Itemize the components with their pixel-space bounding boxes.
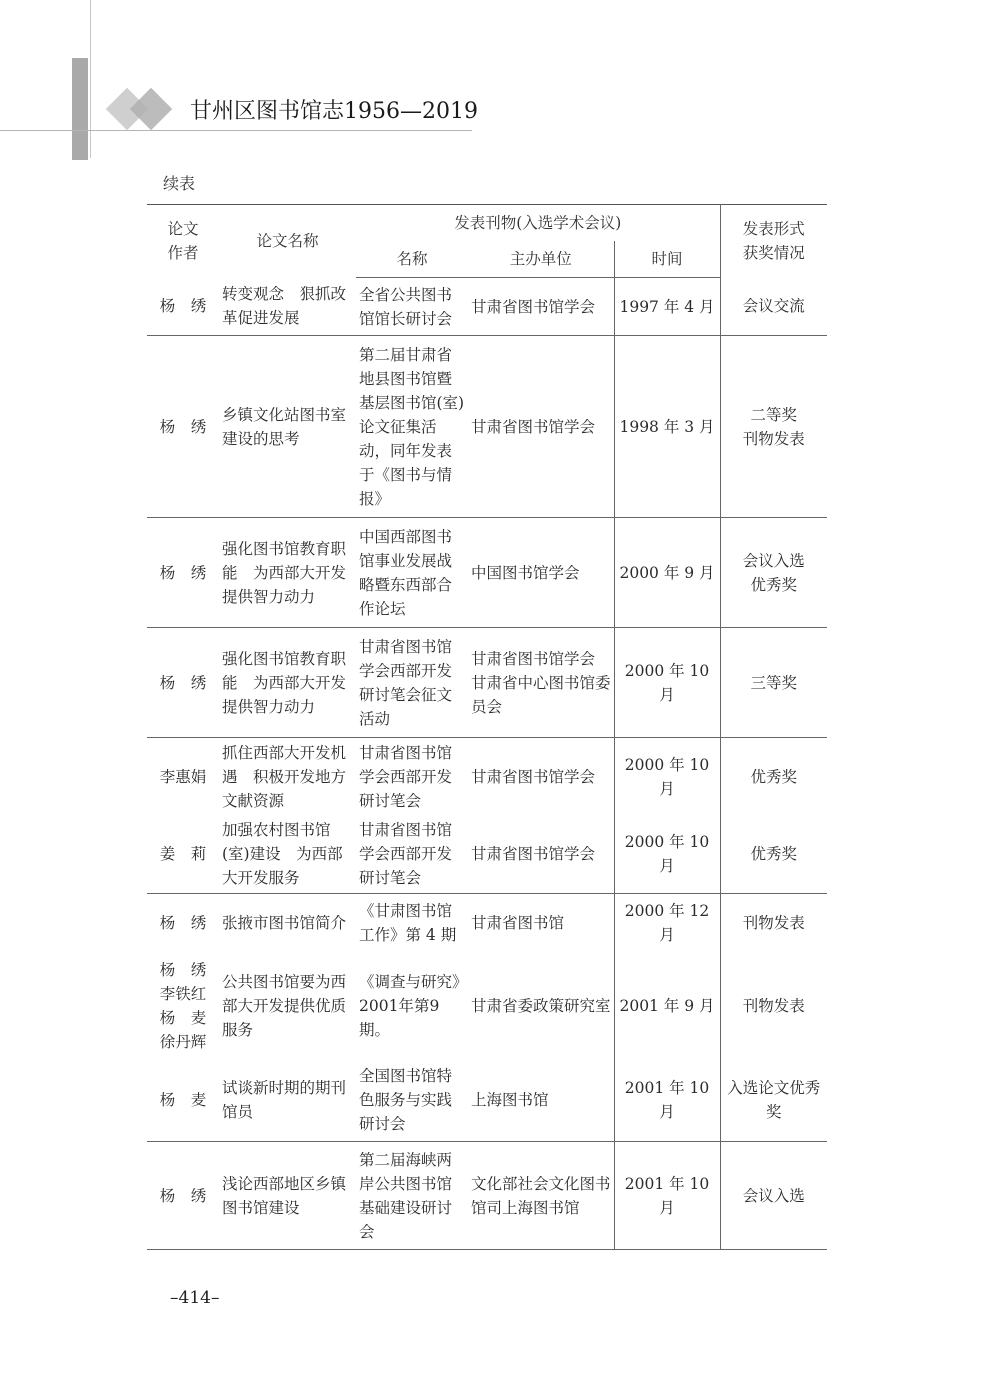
cell-publication: 《甘肃图书馆工作》第 4 期 [359, 901, 457, 944]
table-row [147, 278, 827, 336]
cell-form: 入选论文优秀奖 [720, 1060, 827, 1142]
cell-time: 2000 年 10 月 [614, 628, 720, 738]
cell-author: 杨 麦 [147, 1060, 219, 1142]
cell-title: 乡镇文化站图书室建设的思考 [219, 336, 356, 518]
cell-title: 抓住西部大开发机遇 积极开发地方文献资源 [222, 743, 347, 810]
cell-author: 杨 绣 [147, 1142, 219, 1250]
cell-author: 杨 绣 [159, 913, 207, 932]
cell-organizer: 甘肃省图书馆学会 甘肃省中心图书馆委员会 [468, 628, 614, 738]
cell-form: 会议入选 [720, 1142, 827, 1250]
cell-author: 杨 绣 [147, 628, 219, 738]
cell-organizer: 甘肃省图书馆学会 [468, 816, 614, 894]
header-organizer: 主办单位 [468, 241, 614, 278]
cell-time: 1997 年 4 月 [614, 278, 720, 336]
cell-form: 会议交流 [720, 278, 827, 336]
table-row [147, 1142, 827, 1250]
page-number: –414– [170, 1288, 220, 1308]
table-row [147, 816, 827, 894]
cell-publication: 甘肃省图书馆学会西部开发研讨笔会 [359, 743, 453, 810]
cell-organizer: 甘肃省图书馆学会 [468, 278, 614, 336]
cell-form: 二等奖 刊物发表 [720, 336, 827, 518]
header-pub-name: 名称 [356, 241, 468, 278]
cell-author: 杨 绣 [147, 518, 219, 628]
cell-title: 浅论西部地区乡镇图书馆建设 [219, 1142, 356, 1250]
cell-form: 优秀奖 [720, 816, 827, 894]
cell-organizer: 上海图书馆 [468, 1060, 614, 1142]
header-publication-group: 发表刊物(入选学术会议) [356, 205, 720, 242]
cell-time: 2000 年 10 月 [614, 816, 720, 894]
cell-organizer: 甘肃省图书馆学会 [468, 336, 614, 518]
cell-form: 刊物发表 [742, 996, 805, 1015]
table-row [147, 628, 827, 738]
cell-organizer: 甘肃省图书馆 [468, 894, 614, 952]
continued-label: 续表 [163, 174, 196, 193]
cell-title: 转变观念 狠抓改革促进发展 [219, 278, 356, 336]
cell-time: 2000 年 12 月 [614, 894, 720, 952]
cell-author: 杨 绣 李铁红 杨 麦 徐丹辉 [159, 960, 207, 1051]
header-author: 论文 作者 [147, 205, 219, 278]
cell-author: 杨 绣 [147, 336, 219, 518]
diamond-ornament-icon [130, 88, 172, 130]
papers-table [147, 204, 827, 1250]
cell-time: 2000 年 9 月 [614, 518, 720, 628]
cell-author: 杨 绣 [147, 278, 219, 336]
table-row [147, 738, 827, 816]
cell-author: 姜 莉 [147, 816, 219, 894]
table-row [147, 336, 827, 518]
cell-organizer: 文化部社会文化图书馆司上海图书馆 [468, 1142, 614, 1250]
book-title: 甘州区图书馆志1956—2019 [190, 99, 478, 124]
cell-form: 三等奖 [720, 628, 827, 738]
cell-time: 2001 年 10 月 [614, 1142, 720, 1250]
header-form: 发表形式 获奖情况 [720, 205, 827, 278]
cell-title: 强化图书馆教育职能 为西部大开发提供智力动力 [219, 518, 356, 628]
cell-title: 试谈新时期的期刊馆员 [219, 1060, 356, 1142]
cell-publication: 甘肃省图书馆学会西部开发研讨笔会 [356, 816, 468, 894]
cell-organizer: 甘肃省委政策研究室 [468, 952, 614, 1060]
cell-time: 1998 年 3 月 [614, 336, 720, 518]
cell-publication: 第二届甘肃省地县图书馆暨基层图书馆(室)论文征集活动，同年发表于《图书与情报》 [356, 336, 468, 518]
cell-time: 2001 年 9 月 [614, 952, 720, 1060]
table-row [147, 894, 827, 952]
header-rule [0, 130, 472, 131]
table-row [147, 518, 827, 628]
margin-rule [90, 0, 91, 158]
cell-form: 优秀奖 [750, 767, 798, 786]
table-row [147, 1060, 827, 1142]
cell-publication: 甘肃省图书馆学会西部开发研讨笔会征文活动 [356, 628, 468, 738]
cell-form: 刊物发表 [742, 913, 805, 932]
table-header-row [147, 205, 827, 242]
cell-title: 强化图书馆教育职能 为西部大开发提供智力动力 [219, 628, 356, 738]
header-side-bar [72, 58, 88, 160]
cell-form: 会议入选 优秀奖 [720, 518, 827, 628]
table-row [147, 952, 827, 1060]
cell-publication: 全省公共图书馆馆长研讨会 [356, 278, 468, 336]
cell-publication: 第二届海峡两岸公共图书馆基础建设研讨会 [356, 1142, 468, 1250]
cell-organizer: 甘肃省图书馆学会 [468, 738, 614, 816]
cell-publication: 《调查与研究》2001年第9期。 [359, 972, 460, 1039]
cell-time: 2000 年 10 月 [614, 738, 720, 816]
cell-title: 张掖市图书馆简介 [222, 913, 347, 932]
header-title: 论文名称 [219, 205, 356, 278]
cell-publication: 全国图书馆特色服务与实践研讨会 [356, 1060, 468, 1142]
cell-publication: 中国西部图书馆事业发展战略暨东西部合作论坛 [356, 518, 468, 628]
cell-title: 公共图书馆要为西部大开发提供优质服务 [222, 972, 347, 1039]
cell-organizer: 中国图书馆学会 [468, 518, 614, 628]
cell-time: 2001 年 10 月 [614, 1060, 720, 1142]
cell-author: 李惠娟 [159, 767, 207, 786]
cell-title: 加强农村图书馆(室)建设 为西部大开发服务 [219, 816, 356, 894]
header-time: 时间 [614, 241, 720, 278]
